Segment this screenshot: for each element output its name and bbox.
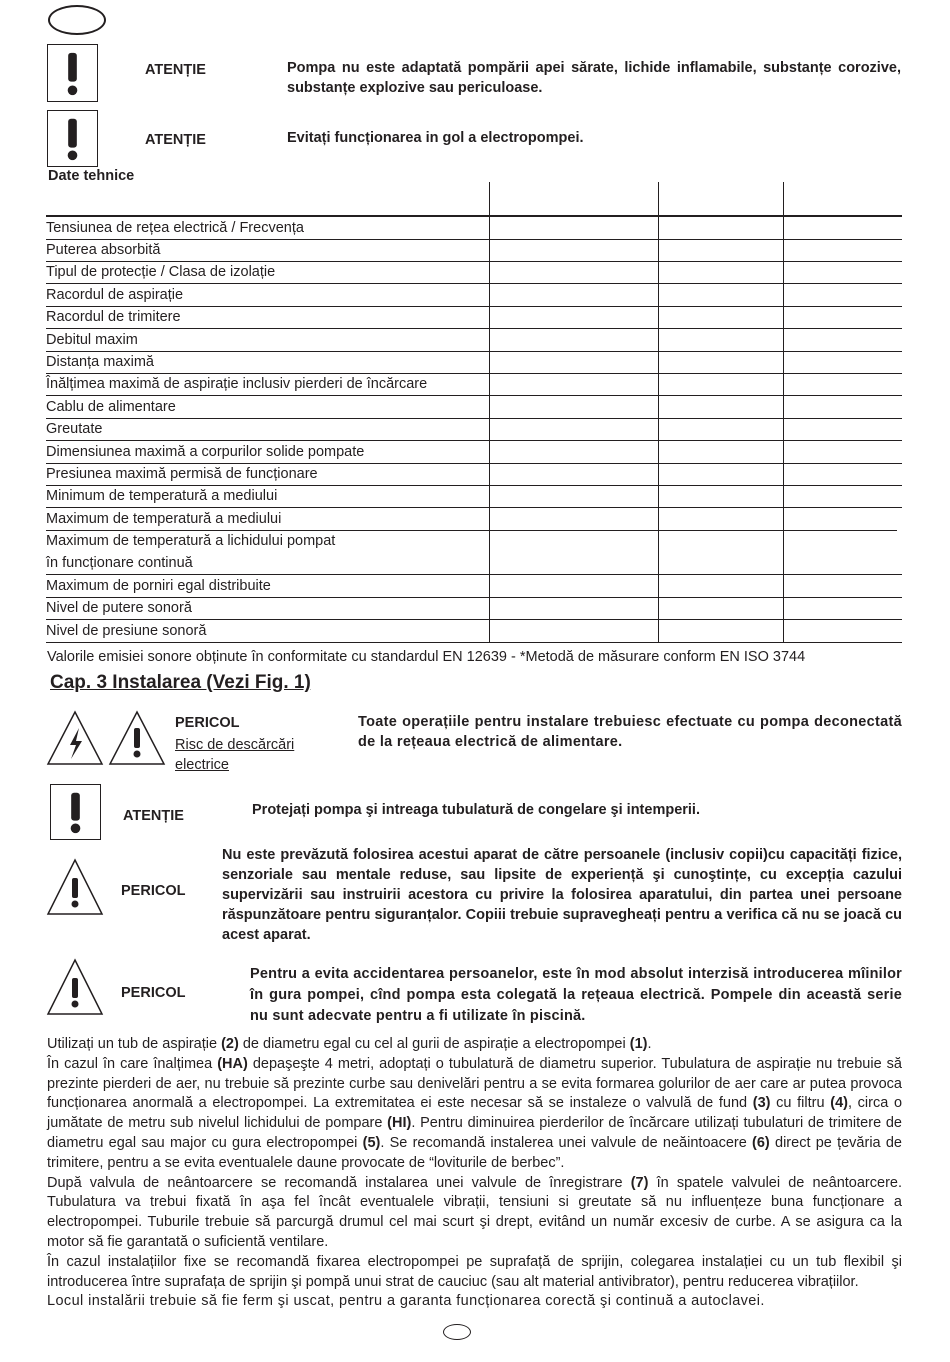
text-run: În cazul în care înalțimea <box>47 1055 218 1072</box>
attention-label: ATENȚIE <box>145 62 206 78</box>
row-label: Nivel de putere sonoră <box>46 600 192 616</box>
text-run: . Se recomandă instalerea unei valvule de neăintoacere <box>380 1134 753 1151</box>
body-paragraph <box>47 1035 902 1055</box>
text-run: de diametru egal cu cel al gurii de aspirație a electropompei <box>238 1036 630 1052</box>
row-label: Maximum de porniri egal distribuite <box>46 578 271 594</box>
row-label: Maximum de temperatură a lichidului pompat <box>46 533 336 549</box>
row-label: Minimum de temperatură a mediului <box>46 488 278 504</box>
body-paragraph <box>47 1055 902 1174</box>
text-run: în spatele valvulei de neântoarcere. Tubulatura va trebui fixată în aşa fel încât eventualele vibrații, tensiuni si greutate să nu influențeze buna funcționare a electropompei. Tuburile trebuie să parcurgă drumul cel mai scurt şi drept, evitând un număr excesiv de curbe. A se asigura ca la motor să fie garantată o suficientă ventilare. <box>47 1174 902 1250</box>
table-row <box>46 530 902 575</box>
row-label: Greutate <box>46 421 103 437</box>
table-row <box>46 597 902 620</box>
danger-text: Toate operațiile pentru instalare trebuiesc efectuate cu pompa deconectată de la rețeaua electrică de alimentare. <box>358 714 902 750</box>
body-paragraph <box>47 1174 902 1253</box>
page-number-badge <box>443 1324 471 1340</box>
text-run: , circa o jumătate de metru sub nivelul lichidului de pompare <box>47 1095 903 1132</box>
row-label: în funcționare continuă <box>46 555 193 571</box>
table-row <box>46 485 902 508</box>
reference-number: (3) <box>752 1095 771 1112</box>
reference-number: (7) <box>630 1174 649 1191</box>
table-row <box>46 373 902 396</box>
row-label: Distanța maximă <box>46 354 154 370</box>
text-run: După valvula de neântoarcere se recomandă instalarea unei valvule de înregistrare <box>47 1174 631 1191</box>
reference-number: (HI) <box>387 1115 412 1132</box>
table-row <box>46 217 902 240</box>
row-label: Racordul de trimitere <box>46 309 181 325</box>
danger-label: PERICOL <box>175 715 240 731</box>
row-label: Cablu de alimentare <box>46 399 176 415</box>
text-run: Utilizați un tub de aspirație <box>47 1036 222 1052</box>
row-label: Înălțimea maximă de aspirație inclusiv pierderi de încărcare <box>46 376 428 392</box>
text-run: cu filtru <box>770 1095 831 1112</box>
body-paragraph: În cazul instalațiilor fixe se recomandă fixarea electropompei pe suprafață de sprijin, colegarea instalației cu un tub flexibil şi introducerea între suprafața de sprijin şi pompă unui strat de cauciuc (sau alt material antivibrator), pentru reducerea vibrațiilor. <box>47 1253 902 1290</box>
table-row <box>46 418 902 441</box>
table-row <box>46 396 902 419</box>
attention-label: ATENȚIE <box>123 808 184 824</box>
text-run: . <box>647 1036 652 1052</box>
table-row <box>46 329 902 352</box>
table-row <box>46 351 902 374</box>
attention-icon <box>47 44 98 102</box>
text-run: depaşeşte 4 metri, adoptați o tubulatură de diametru superior. Tubulatura de aspirație nu trebuie să prezinte pierderi de aer, nu trebuie să prezinte curbe sau denivelări pentru a se evita formarea golurilor de aer care ar putea provoca funcționarea anormală a electropompei. La extremitatea ei este necesar să se instaleze o valvulă de fund <box>47 1055 902 1112</box>
text-run: . Pentru diminuirea pierderilor de încărcare utilizați tubulaturi de trimitere de diametru egal sau major cu gura electropompei <box>47 1115 902 1151</box>
table-row <box>46 463 902 486</box>
body-paragraph: Locul instalării trebuie să fie ferm şi uscat, pentru a garanta funcționarea corectă şi continuă a autoclavei. <box>47 1293 765 1310</box>
danger-label: PERICOL <box>121 985 186 1001</box>
attention-text: Protejați pompa şi intreaga tubulatură de congelare şi intemperii. <box>252 802 700 818</box>
reference-number: (1) <box>629 1036 648 1052</box>
danger-text: Nu este prevăzută folosirea acestui aparat de către persoanele (inclusiv copii)cu capacități fizice, senzoriale sau mentale reduse, sau lipsite de experiență şi cunoştințe, cu excepția cazului supervizării sau instruirii acestora cu privire la folosirea aparatului, din partea unei persoane răspunzătoare pentru siguranțalor. Copiii trebuie supravegheați pentru a verifica că nu se joacă cu acest aparat. <box>222 847 902 943</box>
danger-text: Pentru a evita accidentarea persoanelor, este în mod absolut interzisă introducerea mîinilor în gura pompei, cînd pompa esta colegată la rețeaua electrică. Pompele din această serie nu sunt adecvate pentru a fi utilizate în piscină. <box>250 966 902 1024</box>
row-label: Puterea absorbită <box>46 242 161 258</box>
table-row <box>46 441 902 464</box>
reference-number: (2) <box>221 1036 239 1052</box>
table-row <box>46 620 902 643</box>
table-row <box>46 284 902 307</box>
reference-number: (HA) <box>217 1055 248 1072</box>
warning-triangle-icon <box>46 958 104 1016</box>
row-label: Tensiunea de rețea electrică / Frecvența <box>46 220 304 236</box>
attention-icon <box>50 784 101 840</box>
chapter-title: Cap. 3 Instalarea (Vezi Fig. 1) <box>50 672 311 693</box>
language-badge <box>48 5 106 35</box>
danger-sublabel-line: electrice <box>175 757 229 773</box>
table-row <box>46 261 902 284</box>
text-run: direct pe țevăria de trimitere, pentru a se evita eventualele daune provocate de “loviturile de berbec”. <box>47 1134 902 1171</box>
attention-text: Pompa nu este adaptată pompării apei sărate, lichide inflamabile, substanțe corozive, substanțe explozive sau periculoase. <box>287 60 901 96</box>
reference-number: (6) <box>752 1134 770 1151</box>
table-row <box>46 508 897 531</box>
row-label: Tipul de protecție / Clasa de izolație <box>46 264 276 280</box>
table-row <box>46 575 902 598</box>
danger-sublabel-line: Risc de descărcări <box>175 737 295 753</box>
row-label: Maximum de temperatură a mediului <box>46 511 282 527</box>
row-label: Nivel de presiune sonoră <box>46 623 207 639</box>
reference-number: (5) <box>362 1134 381 1151</box>
row-label: Presiunea maximă permisă de funcționare <box>46 466 318 482</box>
installation-body <box>47 1035 902 1312</box>
attention-text: Evitați funcționarea in gol a electropompei. <box>287 130 584 146</box>
attention-icon <box>47 110 98 167</box>
row-label: Debitul maxim <box>46 332 138 348</box>
tech-data-heading: Date tehnice <box>48 168 135 184</box>
reference-number: (4) <box>830 1095 848 1112</box>
row-label: Dimensiunea maximă a corpurilor solide pompate <box>46 444 365 460</box>
row-label: Racordul de aspirație <box>46 287 184 303</box>
table-row <box>46 306 902 329</box>
danger-sublabel <box>175 735 294 775</box>
electric-hazard-icon <box>46 710 104 766</box>
danger-label: PERICOL <box>121 883 186 899</box>
warning-triangle-icon <box>46 858 104 916</box>
noise-note: Valorile emisiei sonore obținute în conformitate cu standardul EN 12639 - *Metodă de măsurare conform EN ISO 3744 <box>47 649 806 665</box>
warning-triangle-icon <box>108 710 166 766</box>
table-row <box>46 239 902 262</box>
attention-label: ATENȚIE <box>145 132 206 148</box>
